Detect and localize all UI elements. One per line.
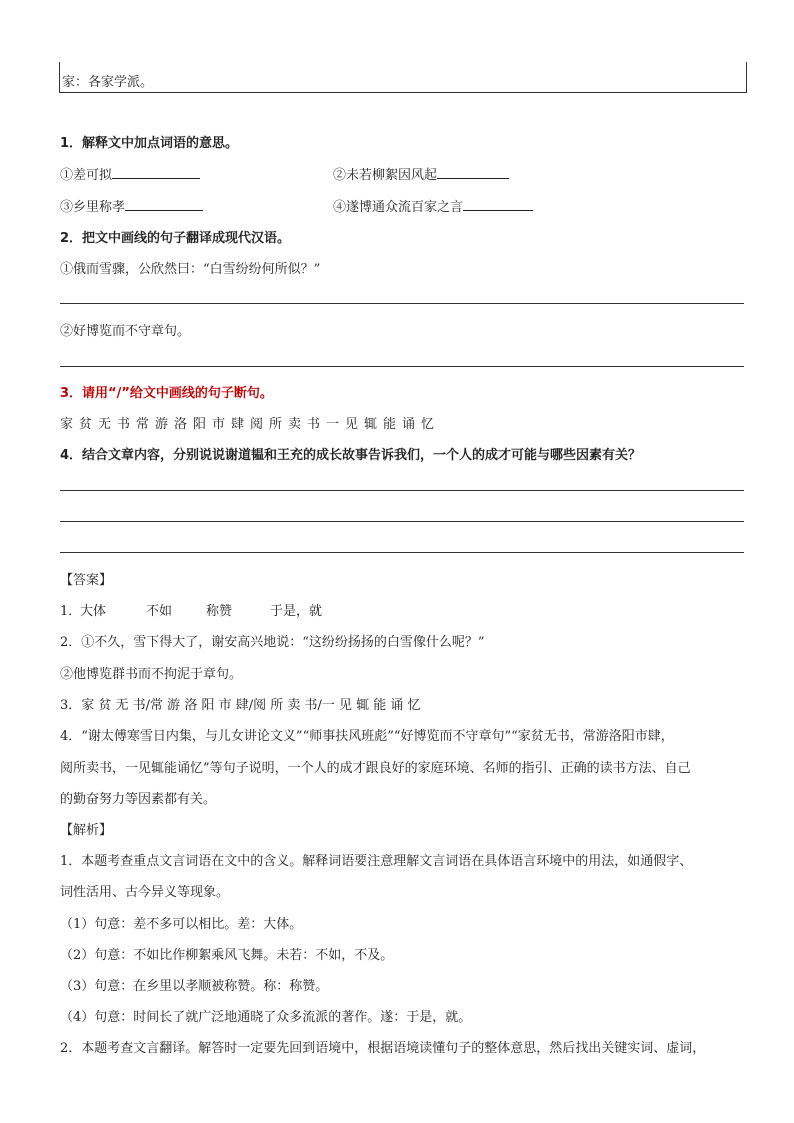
q3-sentence: 家贫无书常游洛阳市肆阅所卖书一见辄能诵忆 [60, 417, 441, 432]
analysis-item-3: （3）句意：在乡里以孝顺被称赞。称：称赞。 [60, 979, 329, 994]
analysis-item-4: （4）句意：时间长了就广泛地通晓了众多流派的著作。遂：于是，就。 [60, 1010, 472, 1025]
answer-1-item-2: 不如 [146, 604, 173, 619]
answer-line[interactable] [60, 521, 744, 522]
q1-item-4-label: ④遂博通众流百家之言 [333, 200, 464, 215]
q1-item-3 [60, 196, 203, 215]
passage-box-bottom [59, 62, 747, 93]
q1-item-1-label: ①差可拟 [60, 168, 113, 183]
analysis-item-1: （1）句意：差不多可以相比。差：大体。 [60, 917, 303, 932]
answer-1-number: 1． [60, 604, 82, 619]
analysis-1-line-2: 词性活用、古今异义等现象。 [60, 885, 230, 900]
q1-item-1 [60, 164, 200, 183]
passage-box-text: 家：各家学派。 [62, 75, 154, 90]
answer-blank[interactable] [125, 198, 203, 211]
q1-item-4 [333, 196, 533, 215]
answer-line[interactable] [60, 303, 744, 304]
answer-1 [60, 600, 81, 619]
answer-1-item-3: 称赞 [206, 604, 233, 619]
q2-sentence-2: ②好博览而不守章句。 [60, 324, 191, 339]
answer-1-item-4: 于是，就 [270, 604, 323, 619]
answer-line[interactable] [60, 552, 744, 553]
analysis-1-line-1: 1．本题考查重点文言词语在文中的含义。解释词语要注意理解文言词语在具体语言环境中的用法，如通假字、 [60, 854, 693, 869]
answer-heading: 【答案】 [60, 573, 113, 588]
question-2-title: 2．把文中画线的句子翻译成现代汉语。 [60, 231, 291, 246]
analysis-heading: 【解析】 [60, 823, 113, 838]
answer-4-line-3: 的勤奋努力等因素都有关。 [60, 792, 217, 807]
q1-item-3-label: ③乡里称孝 [60, 200, 126, 215]
answer-3: 3．家 贫 无 书/常 游 洛 阳 市 肆/阅 所 卖 书/一 见 辄 能 诵 忆 [60, 698, 421, 713]
analysis-item-2: （2）句意：不如比作柳絮乘风飞舞。未若：不如，不及。 [60, 948, 394, 963]
question-1-title: 1．解释文中加点词语的意思。 [60, 136, 239, 151]
q1-item-2-label: ②未若柳絮因风起 [333, 168, 438, 183]
answer-blank[interactable] [463, 198, 533, 211]
answer-1-item-1: 大体 [80, 604, 107, 619]
analysis-2-line-1: 2．本题考查文言翻译。解答时一定要先回到语境中，根据语境读懂句子的整体意思，然后找出关键实词、虚词， [60, 1041, 706, 1056]
answer-blank[interactable] [437, 166, 509, 179]
answer-line[interactable] [60, 366, 744, 367]
answer-blank[interactable] [112, 166, 200, 179]
answer-4-line-2: 阅所卖书，一见辄能诵忆”等句子说明，一个人的成才跟良好的家庭环境、名师的指引、正确的读书方法、自己 [60, 761, 691, 776]
question-4-title: 4．结合文章内容，分别说说谢道韫和王充的成长故事告诉我们，一个人的成才可能与哪些因素有关？ [60, 448, 642, 463]
answer-2-2: ②他博览群书而不拘泥于章句。 [60, 667, 243, 682]
answer-line[interactable] [60, 490, 744, 491]
answer-4-line-1: 4．“谢太傅寒雪日内集，与儿女讲论文义”“师事扶风班彪”“好博览而不守章句”“家贫无书，常游洛阳市肆， [60, 729, 674, 744]
q2-sentence-1: ①俄而雪骤，公欣然曰：“白雪纷纷何所似？” [60, 262, 321, 277]
question-3-title: 3．请用“/”给文中画线的句子断句。 [60, 386, 273, 401]
q1-item-2 [333, 164, 509, 183]
answer-2-1: 2．①不久，雪下得大了，谢安高兴地说：“这纷纷扬扬的白雪像什么呢？” [60, 635, 485, 650]
